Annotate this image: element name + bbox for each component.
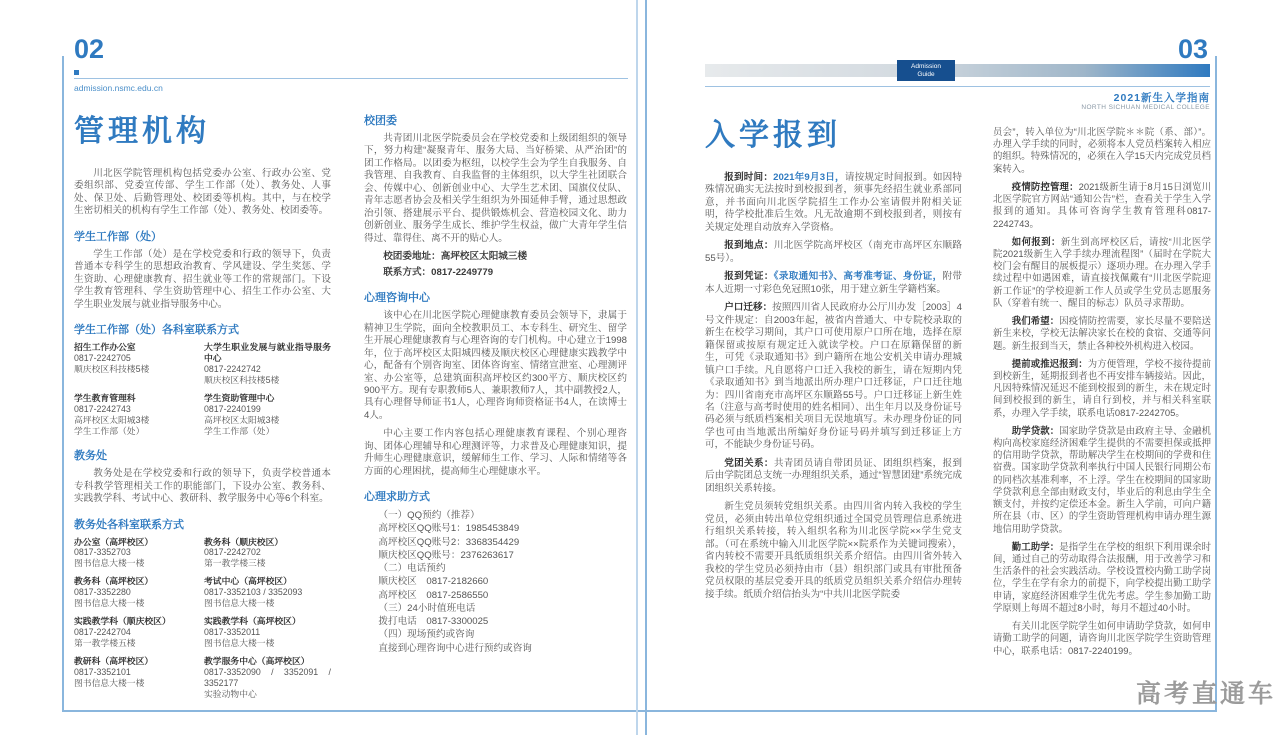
counseling-paragraph-1: 该中心在川北医学院心理健康教育委员会领导下，隶属于精神卫生学院，面向全校教职员工、本专科生、研究生、留学生开展心理健康教育与心理咨询的专门机构。中心建立于1998年，位于高坪校区太阳城四楼及顺庆校区心理健康实践教学中心，配备有个别咨询室、团体咨询室、情绪宣泄室、心理测评室、办公室等，总建筑面积高坪校区约300平方、顺庆校区约900平方。现有专职教师5人、兼职教师7人，其中副教授2人，具有心理督导师证书1人，心理咨询师资格证书4人，在读博士4人。: [364, 310, 627, 421]
contact-location: 第一教学楼三楼: [204, 558, 266, 569]
contact-location: 图书信息大楼一楼: [74, 598, 145, 609]
contact-name: 教务科（顺庆校区）: [204, 536, 284, 547]
contact-item: [204, 537, 331, 570]
contact-location: 实验动物中心: [204, 689, 257, 700]
paragraph-work-study: [993, 541, 1211, 614]
paragraph-label: 报到凭证：: [724, 271, 774, 283]
paragraph-text: 川北医学院高坪校区（南充市高坪区东顺路55号）。: [705, 240, 963, 264]
college-name-en: NORTH SICHUAN MEDICAL COLLEGE: [1081, 104, 1210, 111]
square-bullet-icon: [74, 70, 79, 75]
paragraph-text: 是指学生在学校的组织下利用课余时间，通过自己的劳动取得合法报酬，用于改善学习和生活条件的社会实践活动。学校设置校内勤工助学岗位，学生在学有余力的前提下，向学校提出勤工助学申请，家庭经济困难学生优先考虑。学生参加勤工助学原则上每周不超过8小时，每月不超过40小时。: [993, 540, 1211, 613]
contact-item: [204, 656, 331, 700]
help-line: 顺庆校区QQ账号：2376263617: [378, 549, 514, 561]
highlight-date: 2021年9月3日，: [773, 172, 845, 183]
contact-name: 教务科（高坪校区）: [74, 576, 154, 587]
guide-title: 2021新生入学指南: [1113, 92, 1210, 104]
contact-item: [74, 393, 192, 437]
contact-location: 高坪校区太阳城3楼: [204, 415, 280, 426]
student-affairs-contact-table: [74, 342, 331, 437]
contact-location: 图书信息大楼一楼: [204, 638, 275, 649]
contact-phone: 0817-2242743: [74, 404, 131, 415]
page-title-registration: 入学报到: [705, 119, 841, 152]
contact-phone: 0817-2240199: [204, 404, 261, 415]
help-methods-list: [364, 509, 627, 655]
contact-name: 实践教学科（高坪校区）: [204, 616, 301, 627]
paragraph-text: 新生到高坪校区后，请按“川北医学院2021级新生入学手续办理流程图”（届时在学院大校门会有醒目的展板提示）逐项办理。在办理入学手续过程中如遇困难，请直接找佩戴有“川北医学院迎新工作证”的学校迎新工作人员或学生党员志愿服务队（穿着有统一、醒目的标志）队员寻求帮助。: [993, 235, 1211, 308]
paragraph-text: 附带本人近期一寸彩色免冠照10张，用于建立新生学籍档案。: [705, 271, 963, 295]
contact-location: 图书信息大楼一楼: [204, 598, 275, 609]
contact-phone: 0817-3352011: [204, 627, 261, 638]
paragraph-label: 助学贷款：: [1011, 424, 1060, 436]
admission-guide-badge: [897, 60, 955, 81]
header-rule-left: [74, 78, 628, 79]
paragraph-label: 疫情防控管理：: [1011, 180, 1079, 192]
contact-name: 学生资助管理中心: [204, 393, 275, 404]
help-line: 顺庆校区 0817-2182660: [378, 576, 489, 588]
student-affairs-paragraph: 学生工作部（处）是在学校党委和行政的领导下，负责普通本专科学生的思想政治教育、学风建设、学生奖惩、学生资助、心理健康教育、招生就业等工作的常规部门。下设学生教育管理科、学生资助管理中心、招生工作办公室、大学生职业发展与就业指导服务中心。: [74, 248, 331, 310]
help-line: 直接到心理咨询中心进行预约或咨询: [378, 642, 532, 654]
section-label-student-affairs-contacts: 学生工作部（处）各科室联系方式: [74, 324, 239, 337]
paragraph-text: 2021级新生请于8月15日浏览川北医学院官方网站“通知公告”栏，查看关于学生入学报到的通知。具体可咨询学生教育管理科0817-2242743。: [993, 180, 1211, 229]
paragraph-label: 提前或推迟报到：: [1011, 357, 1088, 369]
paragraph-text: 新生党员须转党组织关系。由四川省内转入我校的学生党员，必须由转出单位党组织通过全国党员管理信息系统进行组织关系转接，转入组织名称为川北医学院××学生党支部。（可在系统中输入川北医学院××院系作为关键词搜索），省内转校不需要开具纸质组织关系介绍信。由四川省外转入我校的学生党员必须持由市（县）组织部门或具有审批预备党员权限的基层党委开具的纸质党员组织关系介绍信办理转接手续。纸质介绍信抬头为“中共川北医学院委: [705, 501, 962, 600]
page-fold-line: [636, 0, 638, 735]
contact-name: 大学生职业发展与就业指导服务中心: [204, 342, 331, 364]
contact-name: 实践教学科（顺庆校区）: [74, 616, 171, 627]
paragraph-text: 请按规定时间报到。如因特殊情况确实无法按时到校报到者，须事先经招生就业系部同意，并书面向川北医学院招生工作办公室请假并附相关证明，待学校批准后生效。凡无故逾期不到校报到者，则按有关规定处理自动放弃入学资格。: [705, 172, 963, 233]
help-line: （二）电话预约: [378, 563, 446, 575]
contact-item: [74, 576, 192, 609]
contact-item: [74, 656, 192, 700]
help-line: （一）QQ预约（推荐）: [378, 510, 480, 522]
contact-location: 图书信息大楼一楼: [74, 558, 145, 569]
contact-phone: 0817-2242702: [204, 547, 261, 558]
page-title-management: 管理机构: [74, 115, 210, 148]
paragraph-text: 为方便管理，学校不接待提前到校新生，延期报到者也不再安排车辆接站。因此，凡因特殊情况延迟不能到校报到的新生，未在规定时间到校报到的新生，请自行到校，并与相关科室联系，办理入学手续，联系电话0817-2242705。: [993, 357, 1211, 418]
help-line: 高坪校区 0817-2586550: [378, 589, 489, 601]
paragraph-text: 因疫情防控需要，家长尽量不要陪送新生来校，学校无法解决家长在校的食宿、交通等问题。新生报到当天，禁止各种校外机构进入校园。: [993, 315, 1211, 351]
youth-league-phone: 联系方式：0817-2249779: [383, 266, 494, 278]
contact-item: [204, 616, 331, 649]
contact-item: [204, 576, 331, 609]
contact-item: [204, 342, 331, 386]
paragraph-label: 勤工助学：: [1011, 540, 1060, 552]
header-gradient-bar: [705, 64, 1210, 77]
page-number-left: 02: [74, 34, 105, 64]
paragraph-party-member-transfer: [705, 501, 962, 601]
paragraph-report-time: [705, 172, 962, 234]
paragraph-label: 党团关系：: [724, 457, 774, 469]
contact-phone: 0817-3352280: [74, 587, 131, 598]
academic-affairs-contact-table: [74, 537, 331, 701]
youth-league-paragraph: 共青团川北医学院委员会在学校党委和上级团组织的领导下，努力构建“凝聚青年、服务大局、当好桥梁、从严治团”的团工作格局。以团委为枢纽，以校学生会为学生自我服务、自我管理、自我教育、自我监督的主体组织，以大学生社团联合会、传媒中心、创新创业中心、大学生艺术团、国旗仪仗队、青年志愿者协会及相关学生组织为外围延伸手臂，通过思想政治引领、搭建展示平台、提供锻炼机会、营造校园文化、助力创新创业、服务学生成长、维护学生权益，做广大青年学生信得过、靠得住、离不开的贴心人。: [364, 133, 627, 244]
highlight-credentials: 《录取通知书》、高考准考证、身份证，: [773, 271, 943, 283]
contact-item: [74, 537, 192, 570]
paragraph-student-loan: [993, 425, 1211, 535]
contact-item: [74, 342, 192, 386]
contact-phone: 0817-2242704: [74, 627, 131, 638]
help-line: （三）24小时值班电话: [378, 602, 476, 614]
paragraph-label: 如何报到：: [1011, 235, 1061, 247]
paragraph-loan-contact: [993, 620, 1211, 657]
academic-affairs-paragraph: 教务处是在学校党委和行政的领导下，负责学校普通本专科教学管理相关工作的职能部门，下设办公室、教务科、实践教学科、考试中心、教研科、教学服务中心等6个科室。: [74, 468, 331, 505]
bottom-border-line: [62, 710, 1217, 712]
paragraph-report-place: [705, 240, 962, 265]
paragraph-epidemic-control: [993, 181, 1211, 230]
contact-location: 顺庆校区科技楼5楼: [204, 375, 280, 386]
intro-paragraph: 川北医学院管理机构包括党委办公室、行政办公室、党委组织部、党委宣传部、学生工作部（处）、教务处、人事处、保卫处、后勤管理处、校团委等机构。其中，与在校学生密切相关的机构有学生工作部（处）、教务处、校团委等。: [74, 168, 331, 217]
paragraph-label: 报到时间：: [724, 172, 774, 183]
contact-location: 顺庆校区科技楼5楼: [74, 364, 150, 375]
contact-phone: 0817-3352090 / 3352091 / 3352177: [204, 667, 331, 689]
left-page-border-line: [62, 56, 64, 710]
paragraph-party-transfer-continued: [993, 126, 1211, 175]
help-line: 拨打电话 0817-3300025: [378, 616, 489, 628]
paragraph-we-hope: [993, 315, 1211, 352]
help-line: 高坪校区QQ账号2：3368354429: [378, 536, 520, 548]
header-rule-right: [705, 86, 1210, 87]
contact-phone: 0817-3352101: [74, 667, 131, 678]
section-label-academic-affairs: 教务处: [74, 450, 107, 463]
section-label-counseling-center: 心理咨询中心: [364, 292, 430, 305]
contact-phone: 0817-3352703: [74, 547, 131, 558]
paragraph-label: 报到地点：: [724, 240, 774, 252]
contact-location-2: 学生工作部（处）: [204, 426, 275, 437]
paragraph-text: 按照四川省人民政府办公厅川办发［2003］4号文件规定：自2003年起，被省内普通大、中专院校录取的新生在校学习期间，其户口可使用原户口所在地，选择在原籍保留或按原有规定迁入就读学校。户口在原籍保留的新生，可凭《录取通知书》到户籍所在地公安机关申请办理城镇户口手续。凡自愿将户口迁入我校的新生，请在短期内凭《录取通知书》到当地派出所办理户口迁移证，户口迁往地为：四川省南充市高坪区东顺路55号。户口迁移证上新生姓名（注意与高考时使用的姓名相同）、出生年月以及身份证号码必须与纸质档案相关项目无误地填写。未办理身份证的同学也可由当地派出所编好身份证号码并填写到迁移证上方可，不能缺少身份证号码。: [705, 302, 962, 451]
page-fold-line: [645, 0, 647, 735]
contact-location: 高坪校区太阳城3楼: [74, 415, 150, 426]
contact-item: [204, 393, 331, 437]
paragraph-label: 我们希望：: [1011, 315, 1060, 327]
watermark-text: 高考直通车: [1136, 680, 1277, 708]
right-page-column-2: [993, 126, 1211, 663]
contact-location: 图书信息大楼一楼: [74, 678, 145, 689]
contact-location-2: 学生工作部（处）: [74, 426, 145, 437]
paragraph-party-league-relation: [705, 458, 962, 495]
badge-line-2: Guide: [917, 70, 935, 78]
youth-league-address: 校团委地址：高坪校区太阳城三楼: [383, 251, 528, 263]
badge-line-1: Admission: [911, 62, 941, 70]
contact-name: 招生工作办公室: [74, 342, 136, 353]
right-page-border-line: [1215, 56, 1217, 710]
paragraph-text: 有关川北医学院学生如何申请助学贷款，如何申请勤工助学的问题，请咨询川北医学院学生资助管理中心，联系电话：0817-2240199。: [993, 620, 1211, 656]
paragraph-text: 国家助学贷款是由政府主导、金融机构向高校家庭经济困难学生提供的不需要担保或抵押的信用助学贷款，帮助解决学生在校期间的学费和住宿费。国家助学贷款利率执行中国人民银行同期公布的同档次基准利率，不上浮。学生在校期间的国家助学贷款利息全部由财政支付，毕业后的利息由学生全额支付，并按约定偿还本金。新生入学前，可向户籍所在县（市、区）的学生资助管理机构申请办理生源地信用助学贷款。: [993, 424, 1211, 534]
right-page-column-1: [705, 110, 962, 607]
contact-location: 第一教学楼五楼: [74, 638, 136, 649]
contact-phone: 0817-2242742: [204, 364, 261, 375]
contact-phone: 0817-2242705: [74, 353, 131, 364]
paragraph-early-late-arrival: [993, 358, 1211, 419]
counseling-paragraph-2: 中心主要工作内容包括心理健康教育课程、个别心理咨询、团体心理辅导和心理测评等，力求普及心理健康知识，提升师生心理健康意识，缓解师生工作、学习、人际和情绪等各方面的心理困扰，提高师生心理健康水平。: [364, 428, 627, 477]
left-page-column-2: [364, 112, 627, 655]
site-url: admission.nsmc.edu.cn: [74, 83, 163, 93]
paragraph-report-credentials: [705, 271, 962, 296]
paragraph-label: 户口迁移：: [724, 302, 773, 314]
section-label-academic-affairs-contacts: 教务处各科室联系方式: [74, 518, 184, 531]
section-label-help-methods: 心理求助方式: [364, 491, 430, 504]
contact-name: 考试中心（高坪校区）: [204, 576, 292, 587]
contact-phone: 0817-3352103 / 3352093: [204, 587, 303, 598]
left-page-column-1: [74, 106, 331, 704]
paragraph-text: 员会”，转入单位为“川北医学院＊＊院（系、部）”。办理入学手续的同时，必须将本人党员档案转入相应的组织。特殊情况的，必须在入学15天内完成党员档案转入。: [993, 126, 1211, 174]
contact-name: 教研科（高坪校区）: [74, 656, 154, 667]
section-label-student-affairs: 学生工作部（处）: [74, 230, 162, 243]
contact-name: 学生教育管理科: [74, 393, 136, 404]
help-line: 高坪校区QQ账号1：1985453849: [378, 523, 520, 535]
section-label-youth-league: 校团委: [364, 115, 397, 127]
paragraph-text: 共青团员请自带团员证、团组织档案，报到后由学院团总支统一办理组织关系，通过“智慧团建”系统完成团组织关系转接。: [705, 457, 963, 494]
help-line: （四）现场预约或咨询: [378, 629, 475, 641]
contact-name: 教学服务中心（高坪校区）: [204, 656, 310, 667]
contact-name: 办公室（高坪校区）: [74, 536, 154, 547]
contact-item: [74, 616, 192, 649]
page-number-right: 03: [1177, 34, 1208, 64]
paragraph-how-to-register: [993, 236, 1211, 309]
paragraph-household-registration: [705, 302, 962, 452]
